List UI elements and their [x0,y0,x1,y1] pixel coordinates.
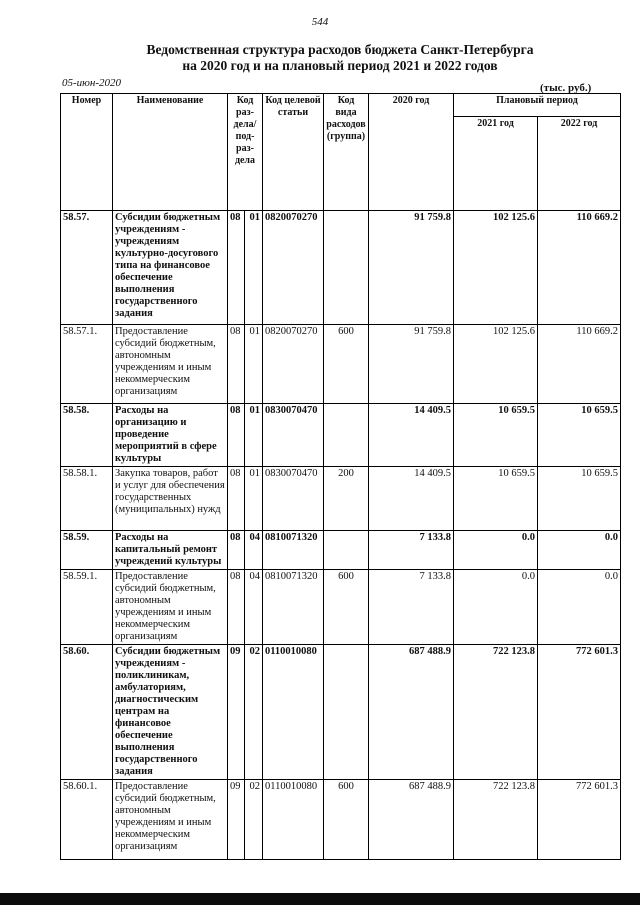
document-date: 05-июн-2020 [62,77,122,89]
header-2022: 2022 год [538,117,621,211]
row-target-code: 0110010080 [263,780,324,860]
row-value-2022: 0.0 [538,531,621,570]
row-name: Закупка товаров, работ и услуг для обеспечения государственных (муниципальных) нужд [113,467,228,531]
row-value-2020: 687 488.9 [369,780,454,860]
row-target-code: 0110010080 [263,645,324,780]
row-value-2021: 10 659.5 [454,404,538,467]
row-value-2020: 14 409.5 [369,404,454,467]
row-name: Предоставление субсидий бюджетным, автономным учреждениям и иным некоммерческим организациям [113,325,228,404]
table-row [61,645,621,780]
row-target-code: 0830070470 [263,467,324,531]
header-planned-period: Плановый период [454,94,621,117]
row-name: Субсидии бюджетным учреждениям - поликлиникам, амбулаториям, диагностическим центрам на финансовое обеспечение выполнения государственного задания [113,645,228,780]
row-section: 09 [228,645,245,780]
row-value-2020: 14 409.5 [369,467,454,531]
table-row [61,404,621,467]
scan-bottom-edge [0,893,640,905]
row-value-2021: 102 125.6 [454,325,538,404]
row-number: 58.58.1. [61,467,113,531]
row-subsection: 01 [245,211,263,325]
row-value-2020: 7 133.8 [369,570,454,645]
row-name: Предоставление субсидий бюджетным, автономным учреждениям и иным некоммерческим организациям [113,780,228,860]
row-value-2021: 722 123.8 [454,645,538,780]
row-expense-type: 600 [324,780,369,860]
row-expense-type [324,645,369,780]
table-row [61,570,621,645]
row-section: 08 [228,467,245,531]
row-value-2022: 10 659.5 [538,467,621,531]
row-expense-type: 200 [324,467,369,531]
row-expense-type [324,404,369,467]
row-value-2021: 0.0 [454,531,538,570]
table-row [61,211,621,325]
row-number: 58.59.1. [61,570,113,645]
row-subsection: 02 [245,780,263,860]
row-value-2022: 110 669.2 [538,211,621,325]
row-number: 58.57.1. [61,325,113,404]
header-number: Номер [61,94,113,211]
table-row [61,531,621,570]
row-value-2021: 722 123.8 [454,780,538,860]
table-row [61,780,621,860]
table-row [61,325,621,404]
header-2020: 2020 год [369,94,454,211]
document-title [60,42,620,74]
row-subsection: 01 [245,467,263,531]
header-2021: 2021 год [454,117,538,211]
page-number: 544 [311,16,329,28]
row-section: 08 [228,325,245,404]
row-expense-type: 600 [324,570,369,645]
row-target-code: 0810071320 [263,531,324,570]
row-name: Расходы на капитальный ремонт учреждений культуры [113,531,228,570]
row-expense-type [324,211,369,325]
row-target-code: 0820070270 [263,325,324,404]
title-line-2: на 2020 год и на плановый период 2021 и 2022 годов [182,58,498,73]
row-value-2022: 772 601.3 [538,780,621,860]
row-value-2022: 0.0 [538,570,621,645]
row-number: 58.60.1. [61,780,113,860]
row-number: 58.57. [61,211,113,325]
row-value-2020: 7 133.8 [369,531,454,570]
row-value-2022: 110 669.2 [538,325,621,404]
row-name: Предоставление субсидий бюджетным, автономным учреждениям и иным некоммерческим организациям [113,570,228,645]
row-section: 08 [228,211,245,325]
row-section: 08 [228,570,245,645]
row-name: Субсидии бюджетным учреждениям - учреждениям культурно-досугового типа на финансовое обеспечение выполнения государственного задания [113,211,228,325]
row-target-code: 0810071320 [263,570,324,645]
row-expense-type: 600 [324,325,369,404]
budget-table [60,93,621,860]
row-subsection: 01 [245,404,263,467]
row-subsection: 04 [245,570,263,645]
row-target-code: 0830070470 [263,404,324,467]
row-value-2022: 10 659.5 [538,404,621,467]
row-value-2020: 687 488.9 [369,645,454,780]
row-value-2020: 91 759.8 [369,325,454,404]
row-number: 58.59. [61,531,113,570]
row-section: 08 [228,531,245,570]
row-subsection: 04 [245,531,263,570]
header-section-code: Код раз-дела/ под-раз-дела [228,94,263,211]
row-value-2021: 10 659.5 [454,467,538,531]
row-number: 58.58. [61,404,113,467]
title-line-1: Ведомственная структура расходов бюджета Санкт-Петербурга [146,42,534,57]
row-number: 58.60. [61,645,113,780]
row-value-2021: 0.0 [454,570,538,645]
header-name: Наименование [113,94,228,211]
header-target-code: Код целевой статьи [263,94,324,211]
row-value-2020: 91 759.8 [369,211,454,325]
row-section: 08 [228,404,245,467]
row-target-code: 0820070270 [263,211,324,325]
row-value-2021: 102 125.6 [454,211,538,325]
row-subsection: 01 [245,325,263,404]
row-value-2022: 772 601.3 [538,645,621,780]
units-label: (тыс. руб.) [540,82,592,94]
row-section: 09 [228,780,245,860]
header-expense-type: Код вида расходов (группа) [324,94,369,211]
row-expense-type [324,531,369,570]
row-name: Расходы на организацию и проведение мероприятий в сфере культуры [113,404,228,467]
table-row [61,467,621,531]
row-subsection: 02 [245,645,263,780]
